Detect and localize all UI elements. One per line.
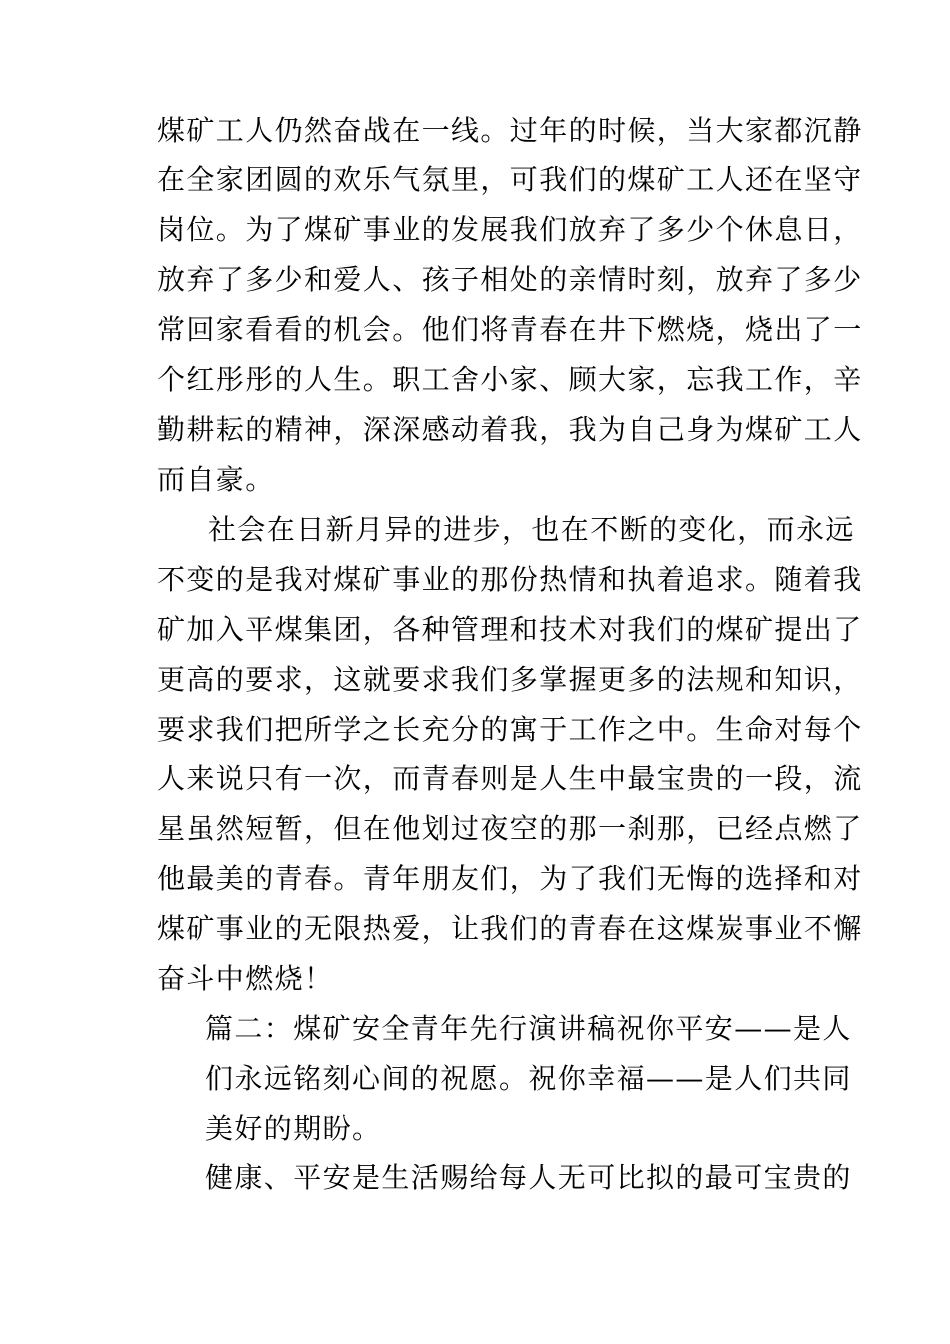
- text-line: 在全家团圆的欢乐气氛里，可我们的煤矿工人还在坚守: [157, 163, 863, 196]
- text-line: 健康、平安是生活赐给每人无可比拟的最可宝贵的: [205, 1161, 852, 1194]
- text-line: 岗位。为了煤矿事业的发展我们放弃了多少个休息日，: [157, 213, 863, 246]
- text-line: 社会在日新月异的进步，也在不断的变化，而永远: [208, 513, 855, 546]
- text-line: 常回家看看的机会。他们将青春在井下燃烧，烧出了一: [157, 313, 863, 346]
- text-line: 矿加入平煤集团，各种管理和技术对我们的煤矿提出了: [157, 613, 863, 646]
- text-line: 奋斗中燃烧！: [157, 962, 334, 995]
- text-line: 勤耕耘的精神，深深感动着我，我为自己身为煤矿工人: [157, 413, 863, 446]
- text-line: 不变的是我对煤矿事业的那份热情和执着追求。随着我: [157, 563, 863, 596]
- text-line: 星虽然短暂，但在他划过夜空的那一刹那，已经点燃了: [157, 812, 863, 845]
- text-line: 篇二：煤矿安全青年先行演讲稿祝你平安——是人: [205, 1012, 852, 1045]
- text-line: 们永远铭刻心间的祝愿。祝你幸福——是人们共同: [205, 1062, 852, 1095]
- text-line: 而自豪。: [157, 463, 275, 496]
- text-line: 美好的期盼。: [205, 1112, 382, 1145]
- text-line: 个红彤彤的人生。职工舍小家、顾大家，忘我工作，辛: [157, 363, 863, 396]
- text-line: 煤矿工人仍然奋战在一线。过年的时候，当大家都沉静: [157, 114, 863, 147]
- text-line: 要求我们把所学之长充分的寓于工作之中。生命对每个: [157, 713, 863, 746]
- text-line: 放弃了多少和爱人、孩子相处的亲情时刻，放弃了多少: [157, 263, 863, 296]
- text-line: 他最美的青春。青年朋友们，为了我们无悔的选择和对: [157, 862, 863, 895]
- text-line: 人来说只有一次，而青春则是人生中最宝贵的一段，流: [157, 762, 863, 795]
- text-line: 更高的要求，这就要求我们多掌握更多的法规和知识，: [157, 663, 863, 696]
- text-line: 煤矿事业的无限热爱，让我们的青春在这煤炭事业不懈: [157, 912, 863, 945]
